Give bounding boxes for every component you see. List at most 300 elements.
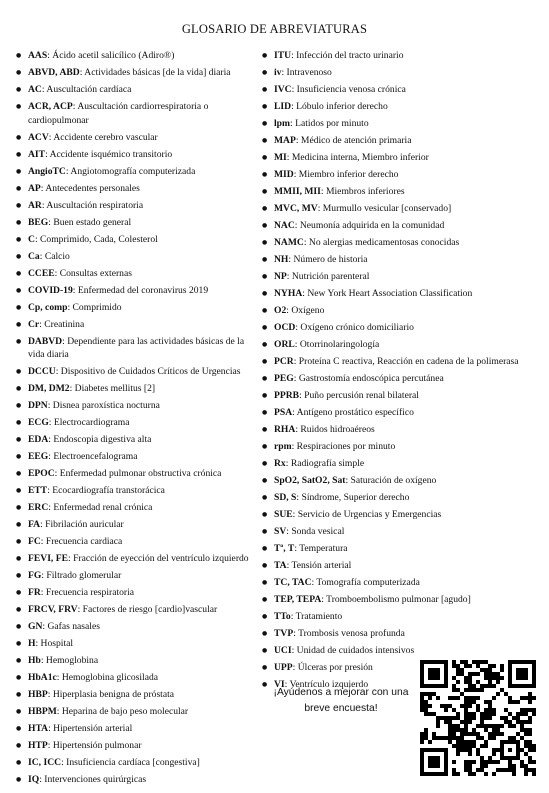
glossary-definition: Endoscopia digestiva alta [53,434,152,446]
glossary-definition: Accidente isquémico transitorio [49,148,173,160]
qr-module [492,724,496,728]
glossary-definition: Proteína C reactiva, Reacción en cadena de la polimerasa [298,356,519,367]
glossary-abbreviation: MMII, MII [274,186,321,197]
qr-module [428,740,432,744]
glossary-entry [262,525,538,539]
glossary-definition: Auscultación cardiorrespiratoria o cardiopulmonar [28,101,209,126]
glossary-separator: : [62,335,68,347]
glossary-definition: New York Heart Association Classification [307,288,473,299]
glossary-definition: Miembros inferiores [325,186,405,197]
glossary-separator: : [40,182,46,194]
qr-module [500,676,504,680]
glossary-abbreviation: COVID-19 [28,284,73,296]
qr-module [456,668,460,672]
qr-module [528,744,532,748]
qr-module [532,772,536,776]
glossary-separator: : [295,322,301,333]
glossary-separator: : [311,577,317,588]
qr-module [452,728,456,732]
qr-module [452,676,456,680]
qr-module [420,708,424,712]
survey-prompt: ¡Ayúdenos a mejorar con una breve encuesta! [273,687,409,714]
qr-module [464,728,468,732]
glossary-separator: : [79,67,85,78]
qr-module [524,764,528,768]
qr-module [464,688,468,692]
qr-module [528,728,532,732]
qr-module [500,752,504,756]
qr-module [456,664,460,668]
glossary-definition: Hipertensión pulmonar [52,740,142,752]
qr-module [492,728,496,732]
glossary-abbreviation: MVC, MV [274,203,318,214]
qr-module [524,660,528,664]
qr-module [528,716,532,720]
glossary-definition: Latidos por minuto [295,118,369,129]
glossary-separator: : [40,536,46,548]
glossary-abbreviation: NAC [274,220,295,231]
glossary-abbreviation: LID [274,101,292,112]
glossary-definition: Enfermedad renal crónica [53,502,153,514]
glossary-separator: : [48,131,54,143]
glossary-separator: : [294,339,300,350]
glossary-definition: Hemoglobina glicosilada [61,672,159,684]
qr-module [464,676,468,680]
glossary-separator: : [47,400,53,412]
glossary-definition: Ruidos hidroaéreos [300,424,375,435]
glossary-separator: : [48,417,54,429]
qr-module [456,712,460,716]
qr-module [436,672,440,676]
qr-module [428,756,432,760]
glossary-separator: : [284,679,290,690]
glossary-definition: Medicina interna, Miembro inferior [291,152,429,163]
qr-module [516,684,520,688]
qr-module [520,724,524,728]
glossary-entry [16,216,254,230]
glossary-entry [262,576,538,590]
glossary-entry [16,756,254,770]
qr-module [476,724,480,728]
qr-module [512,764,516,768]
qr-module [484,724,488,728]
qr-module [480,744,484,748]
qr-module [488,704,492,708]
qr-module [476,704,480,708]
glossary-entry [16,83,254,97]
glossary-separator: : [48,451,54,463]
glossary-separator: : [292,662,298,673]
glossary-definition: Infección del tracto urinario [296,50,404,61]
glossary-abbreviation: ECG [28,417,49,429]
qr-module [528,700,532,704]
glossary-abbreviation: H [28,638,36,650]
qr-module [508,680,512,684]
qr-module [516,668,520,672]
glossary-entry [262,610,538,624]
glossary-entry [16,66,254,80]
qr-module [500,740,504,744]
glossary-abbreviation: AngioTC [28,165,66,177]
qr-module [440,704,444,708]
qr-module [456,672,460,676]
qr-module [524,676,528,680]
qr-module [468,720,472,724]
glossary-definition: Filtrado glomerular [46,570,122,582]
qr-module [496,724,500,728]
glossary-abbreviation: FC [28,536,41,548]
qr-module [488,700,492,704]
qr-module [476,688,480,692]
qr-module [492,732,496,736]
qr-module [520,684,524,688]
glossary-separator: : [48,434,54,446]
glossary-separator: : [39,250,45,262]
qr-module [452,768,456,772]
qr-module [508,676,512,680]
qr-module [528,748,532,752]
glossary-abbreviation: TEP, TEPA [274,594,322,605]
qr-module [504,692,508,696]
glossary-definition: Neumonía adquirida en la comunidad [299,220,445,231]
glossary-entry [16,586,254,600]
glossary-definition: Número de historia [293,254,368,265]
glossary-definition: Disnea paroxística nocturna [52,400,160,412]
qr-module [532,660,536,664]
glossary-abbreviation: FEVI, FE [28,553,68,565]
glossary-definition: Angiotomografía computerizada [70,165,196,177]
glossary-definition: Gafas nasales [47,621,100,633]
glossary-abbreviation: AC [28,84,42,95]
qr-module [464,768,468,772]
qr-module [444,736,448,740]
glossary-definition: No alergias medicamentosas conocidas [308,237,460,248]
qr-module [420,700,424,704]
qr-module [532,696,536,700]
qr-module [448,728,452,732]
glossary-definition: Hipertensión arterial [53,723,133,735]
qr-module [468,684,472,688]
qr-module [472,716,476,720]
qr-module [424,712,428,716]
qr-module [448,724,452,728]
qr-module [520,760,524,764]
glossary-abbreviation: PCR [274,356,294,367]
qr-module [440,748,444,752]
glossary-entry [262,304,538,318]
glossary-definition: Temperatura [299,543,348,554]
qr-module [444,752,448,756]
glossary-entry [262,202,538,216]
qr-module [420,752,424,756]
qr-module [520,708,524,712]
qr-module [520,720,524,724]
qr-module [452,732,456,736]
qr-module [456,696,460,700]
qr-module [420,664,424,668]
qr-module [524,672,528,676]
qr-module [480,768,484,772]
qr-module [496,672,500,676]
glossary-abbreviation: BEG [28,216,49,228]
qr-module [492,664,496,668]
glossary-abbreviation: Hb [28,655,41,667]
qr-module [420,692,424,696]
qr-module [436,748,440,752]
glossary-abbreviation: PSA [274,407,293,418]
glossary-separator: : [291,645,297,656]
qr-module [468,744,472,748]
qr-module [464,764,468,768]
qr-module [420,660,424,664]
glossary-entry [262,219,538,233]
glossary-separator: : [48,723,54,735]
glossary-separator: : [40,519,46,531]
qr-module [468,672,472,676]
qr-module [440,716,444,720]
qr-module [428,668,432,672]
qr-module [464,704,468,708]
qr-module [480,720,484,724]
qr-module [496,692,500,696]
glossary-entry [16,552,254,566]
qr-module [528,732,532,736]
qr-module [516,752,520,756]
qr-module [444,676,448,680]
glossary-entry [262,559,538,573]
qr-module [444,756,448,760]
qr-module [520,764,524,768]
qr-module [484,700,488,704]
glossary-abbreviation: MID [274,169,294,180]
qr-module [468,688,472,692]
qr-module [476,752,480,756]
glossary-abbreviation: Tª, T [274,543,295,554]
glossary-separator: : [320,186,326,197]
qr-module [524,668,528,672]
qr-module [432,748,436,752]
qr-module [480,712,484,716]
qr-module [468,764,472,768]
qr-module [428,692,432,696]
qr-module [436,760,440,764]
qr-module [420,740,424,744]
qr-module [500,768,504,772]
glossary-abbreviation: IC, ICC [28,757,62,769]
glossary-separator: : [34,233,41,245]
qr-module [468,700,472,704]
qr-module [444,720,448,724]
qr-module [520,728,524,732]
qr-module [500,664,504,668]
glossary-definition: Accidente cerebro vascular [53,131,158,143]
qr-module [468,760,472,764]
qr-module [476,736,480,740]
glossary-entry [262,372,538,386]
qr-module [504,740,508,744]
glossary-abbreviation: AAS [28,50,48,61]
qr-module [476,748,480,752]
qr-module [428,704,432,708]
glossary-abbreviation: UPP [274,662,293,673]
glossary-separator: : [41,84,47,95]
qr-module [440,660,444,664]
qr-module [500,744,504,748]
qr-module [528,684,532,688]
qr-module [476,696,480,700]
qr-module [472,712,476,716]
glossary-entry [16,450,254,464]
qr-module [464,708,468,712]
qr-module [532,768,536,772]
qr-module [492,748,496,752]
qr-module [464,712,468,716]
qr-module [496,768,500,772]
qr-module [476,680,480,684]
qr-module [520,660,524,664]
glossary-definition: Oxígeno [291,305,325,316]
qr-module [504,768,508,772]
qr-module [460,720,464,724]
glossary-entry [262,406,538,420]
qr-module [452,664,456,668]
glossary-definition: Auscultación respiratoria [46,199,144,211]
glossary-separator: : [292,407,297,418]
qr-module [460,740,464,744]
qr-module [516,676,520,680]
glossary-entry [262,253,538,267]
qr-module [496,748,500,752]
qr-module [492,676,496,680]
glossary-entry [16,382,254,396]
glossary-definition: Consultas externas [59,267,132,279]
qr-module [532,680,536,684]
qr-module [488,676,492,680]
qr-module [468,748,472,752]
glossary-entry [262,66,538,80]
qr-module [512,768,516,772]
qr-module [456,772,460,776]
qr-module [420,680,424,684]
qr-module [460,692,464,696]
qr-module [424,684,428,688]
glossary-entry [16,100,254,127]
glossary-definition: Miembro inferior derecho [298,169,399,180]
glossary-separator: : [285,458,291,469]
glossary-definition: Ventrículo izquierdo [289,679,369,690]
glossary-abbreviation: TC, TAC [274,577,312,588]
glossary-entry [16,233,254,247]
glossary-abbreviation: SV [274,526,287,537]
qr-module [444,672,448,676]
glossary-separator: : [40,587,46,599]
qr-module [528,696,532,700]
qr-module [508,664,512,668]
qr-module [524,752,528,756]
glossary-separator: : [317,203,323,214]
qr-module [508,720,512,724]
glossary-definition: Intervenciones quirúrgicas [44,774,147,786]
qr-module [508,724,512,728]
qr-module [448,740,452,744]
qr-module [516,756,520,760]
qr-module [464,732,468,736]
qr-module [524,744,528,748]
qr-module [480,756,484,760]
glossary-definition: Enfermedad del coronavirus 2019 [77,284,209,296]
glossary-entry [16,318,254,332]
glossary-abbreviation: O2 [274,305,287,316]
qr-module [524,732,528,736]
qr-module [456,724,460,728]
glossary-abbreviation: SUE [274,509,293,520]
qr-module [488,712,492,716]
glossary-definition: Gastrostomía endoscópica percutánea [298,373,444,384]
qr-module [516,700,520,704]
glossary-definition: Oxígeno crónico domiciliario [300,322,414,333]
qr-module [532,672,536,676]
qr-module [480,688,484,692]
qr-module [464,724,468,728]
glossary-entry [262,49,538,63]
qr-module [452,688,456,692]
glossary-entry [262,423,538,437]
qr-module [464,696,468,700]
qr-module [436,684,440,688]
glossary-definition: Dependiente para las actividades básicas de la vida diaria [28,335,245,361]
glossary-definition: Tromboembolismo pulmonar [agudo] [326,594,471,605]
glossary-separator: : [286,305,292,316]
glossary-definition: Puño percusión renal bilateral [304,390,419,401]
qr-module [524,696,528,700]
qr-module [456,716,460,720]
qr-module [460,728,464,732]
qr-module [456,740,460,744]
glossary-entry [262,270,538,284]
glossary-definition: Hospital [40,638,74,650]
glossary-entry [16,773,254,787]
glossary-entry [16,467,254,481]
glossary-separator: : [321,594,327,605]
qr-module [476,664,480,668]
glossary-abbreviation: TVP [274,628,294,639]
qr-module [508,768,512,772]
glossary-definition: Lóbulo inferior derecho [296,101,388,112]
qr-module [428,772,432,776]
glossary-entry [262,100,538,114]
glossary-entry [16,284,254,298]
glossary-separator: : [77,604,83,616]
qr-module [468,752,472,756]
qr-module [424,728,428,732]
qr-module [488,684,492,688]
qr-module [444,772,448,776]
glossary-entry [16,739,254,753]
qr-module [436,772,440,776]
glossary-entry [16,654,254,668]
glossary-entry [16,301,254,315]
glossary-separator: : [294,220,300,231]
glossary-abbreviation: SpO2, SatO2, Sat [274,475,346,486]
survey-qr-code[interactable] [420,660,536,776]
glossary-definition: Hiperplasia benigna de próstata [52,689,175,701]
glossary-entry [262,287,538,301]
qr-module [496,676,500,680]
qr-module [468,680,472,684]
glossary-abbreviation: ERC [28,502,49,514]
glossary-separator: : [41,570,47,582]
qr-module [484,660,488,664]
